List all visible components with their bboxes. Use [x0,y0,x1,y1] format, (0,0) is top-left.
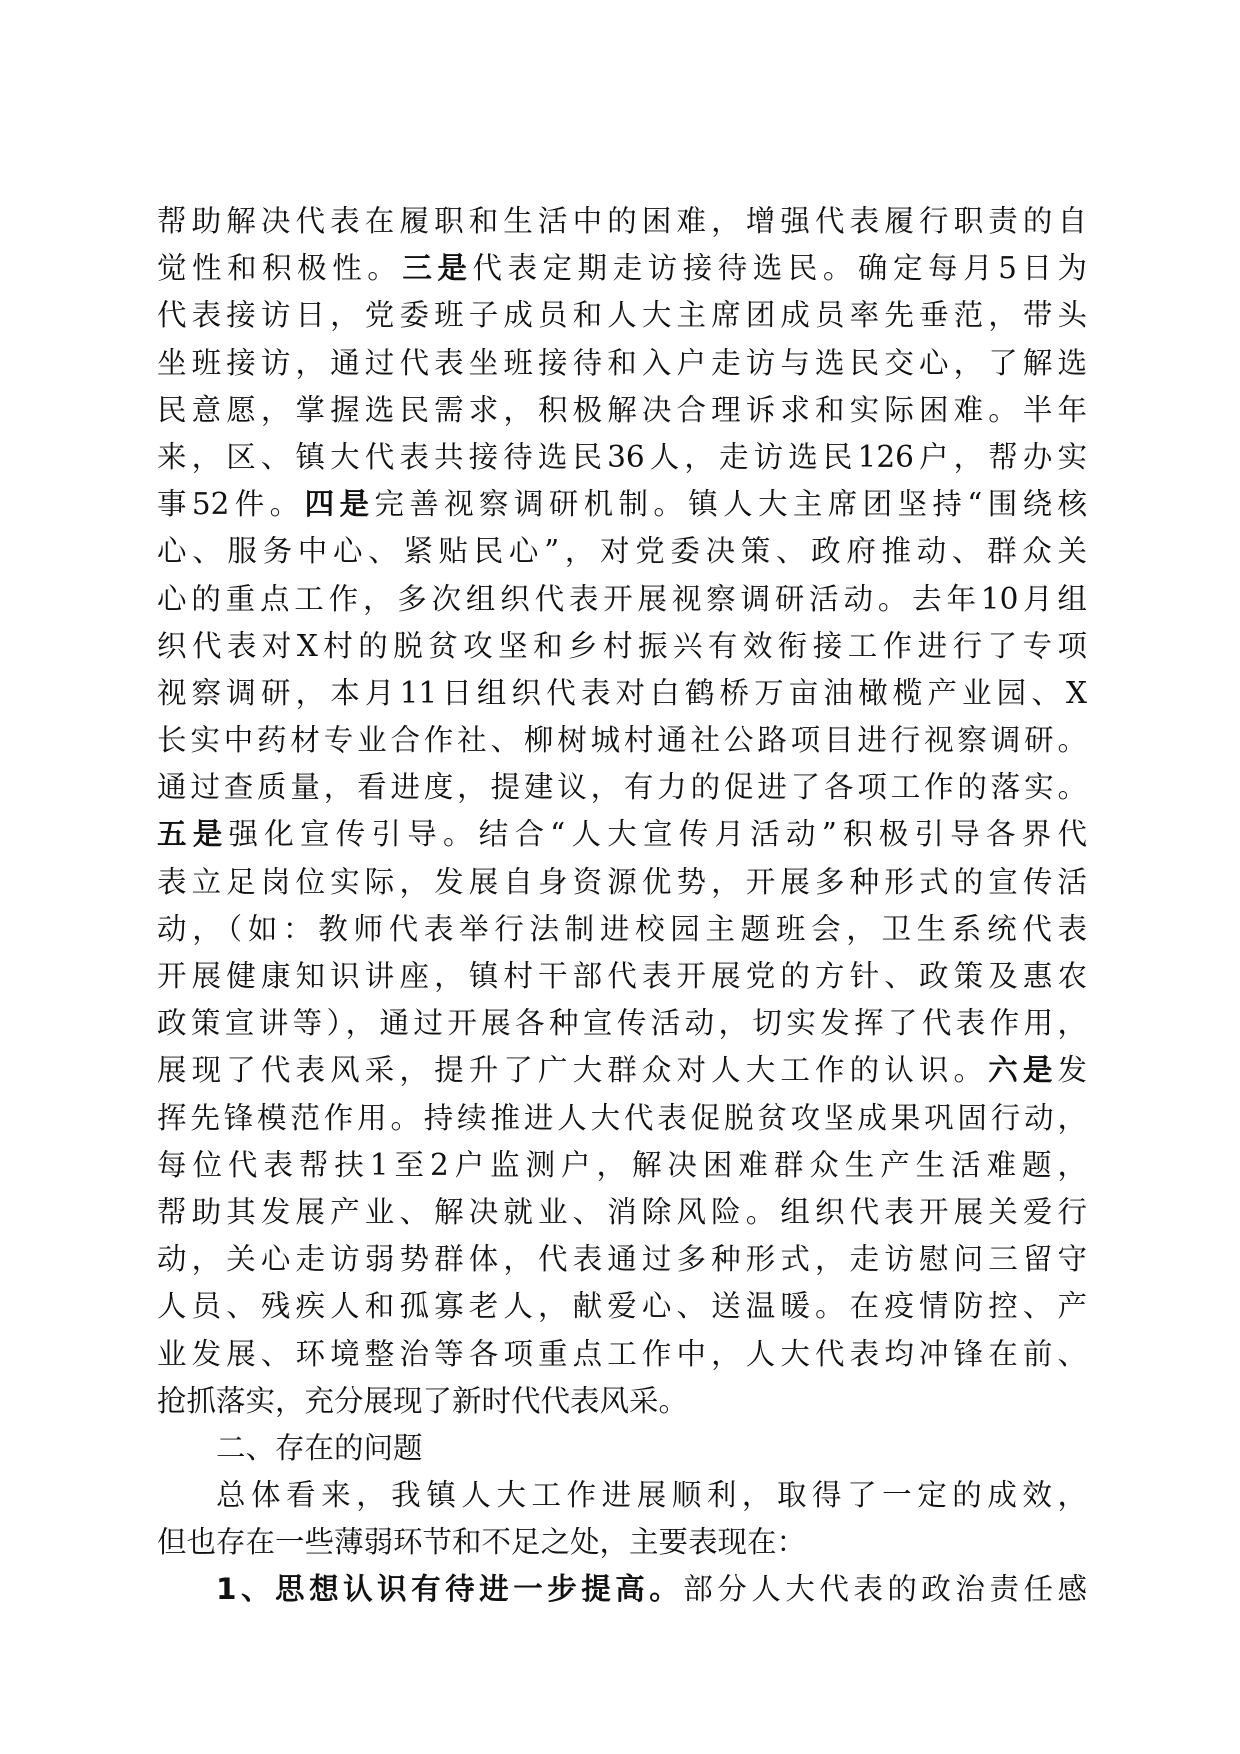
paragraph-line [157,528,1087,575]
paragraph-line [157,1378,1087,1425]
paragraph-line [157,623,1087,670]
summary-line-2: 但也存在一些薄弱环节和不足之处，主要表现在： [157,1525,807,1560]
line-text: 事52件。 [157,487,305,522]
line-text: 开展健康知识讲座，镇村干部代表开展党的方针、政策及惠农 [157,959,1087,993]
line-text: 民意愿，掌握选民需求，积极解决合理诉求和实际困难。半年 [157,392,1087,427]
paragraph-line [157,245,1087,292]
line-text: 动，关心走访弱势群体，代表通过多种形式，走访慰问三留守 [157,1242,1087,1277]
line-text: 每位代表帮扶1至2户监测户，解决困难群众生产生活难题， [157,1147,1087,1182]
line-text: 通过查质量，看进度，提建议，有力的促进了各项工作的落实。 [157,770,1087,805]
paragraph-line [157,576,1087,623]
paragraph-line [157,1000,1087,1047]
line-text: 挥先锋模范作用。持续推进人大代表促脱贫攻坚成果巩固行动， [157,1100,1087,1135]
paragraph-line [157,811,1087,858]
line-text: 政策宣讲等），通过开展各种宣传活动，切实发挥了代表作用， [157,1006,1087,1041]
line-text: 代表接访日，党委班子成员和人大主席团成员率先垂范，带头 [157,298,1087,333]
line-text: 视察调研，本月11日组织代表对白鹤桥万亩油橄榄产业园、X [157,675,1087,710]
paragraph-line [157,1047,1087,1094]
line-text: 帮助其发展产业、解决就业、消除风险。组织代表开展关爱行 [157,1194,1087,1229]
section-heading: 二、存在的问题 [216,1430,423,1465]
line-text: 帮助解决代表在履职和生活中的困难，增强代表履行职责的自 [157,204,1087,238]
line-text: 发 [1057,1053,1087,1088]
achievements-paragraph [157,198,1087,1425]
line-text: 长实中药材专业合作社、柳树城村通社公路项目进行视察调研。 [157,723,1087,758]
paragraph-line [157,859,1087,906]
line-text: 代表定期走访接待选民。确定每月5日为 [472,251,1087,286]
line-text: 织代表对X村的脱贫攻坚和乡村振兴有效衔接工作进行了专项 [157,628,1087,663]
problem-1-text: 部分人大代表的政治责任感 [683,1572,1087,1607]
paragraph-line [157,340,1087,387]
line-text: 表立足岗位实际，发展自身资源优势，开展多种形式的宣传活 [157,864,1087,899]
bold-keyword: 三是 [402,251,473,286]
paragraph-line [157,1142,1087,1189]
line-text: 完善视察调研机制。镇人大主席团坚持“围绕核 [374,487,1087,522]
summary-line-1: 总体看来，我镇人大工作进展顺利，取得了一定的成效， [216,1478,1087,1513]
line-text: 心、服务中心、紧贴民心”，对党委决策、政府推动、群众关 [157,534,1087,569]
paragraph-line [157,670,1087,717]
line-text: 业发展、环境整治等各项重点工作中，人大代表均冲锋在前、 [157,1336,1087,1371]
line-text: 抢抓落实，充分展现了新时代代表风采。 [157,1383,689,1418]
line-text: 来，区、镇大代表共接待选民36人，走访选民126户，帮办实 [157,439,1087,474]
line-text: 心的重点工作，多次组织代表开展视察调研活动。去年10月组 [157,581,1087,616]
bold-keyword: 四是 [304,487,375,522]
paragraph-line [157,906,1087,953]
line-text: 坐班接访，通过代表坐班接待和入户走访与选民交心，了解选 [157,345,1087,380]
paragraph-line [157,1236,1087,1283]
problem-1-line [157,1566,1087,1613]
paragraph-line [157,292,1087,339]
paragraph-line [157,387,1087,434]
paragraph-line [157,434,1087,481]
line-text: 人员、残疾人和孤寡老人，献爱心、送温暖。在疫情防控、产 [157,1289,1087,1324]
line-text: 展现了代表风采，提升了广大群众对人大工作的认识。 [157,1053,989,1088]
paragraph-line [157,1283,1087,1330]
paragraph-line [157,1095,1087,1142]
bold-keyword: 六是 [988,1053,1058,1088]
body-text [157,198,1087,1614]
bold-keyword: 五是 [157,817,229,852]
paragraph-line [157,764,1087,811]
line-text: 动，（如：教师代表举行法制进校园主题班会，卫生系统代表 [157,911,1087,946]
paragraph-line [157,953,1087,1000]
paragraph-line [157,198,1087,245]
line-text: 觉性和积极性。 [157,251,403,286]
problem-1-title: 1、思想认识有待进一步提高。 [216,1572,684,1607]
paragraph-line [157,717,1087,764]
paragraph-line [157,481,1087,528]
paragraph-line [157,1331,1087,1378]
paragraph-line [157,1189,1087,1236]
line-text: 强化宣传引导。结合“人大宣传月活动”积极引导各界代 [228,817,1087,852]
